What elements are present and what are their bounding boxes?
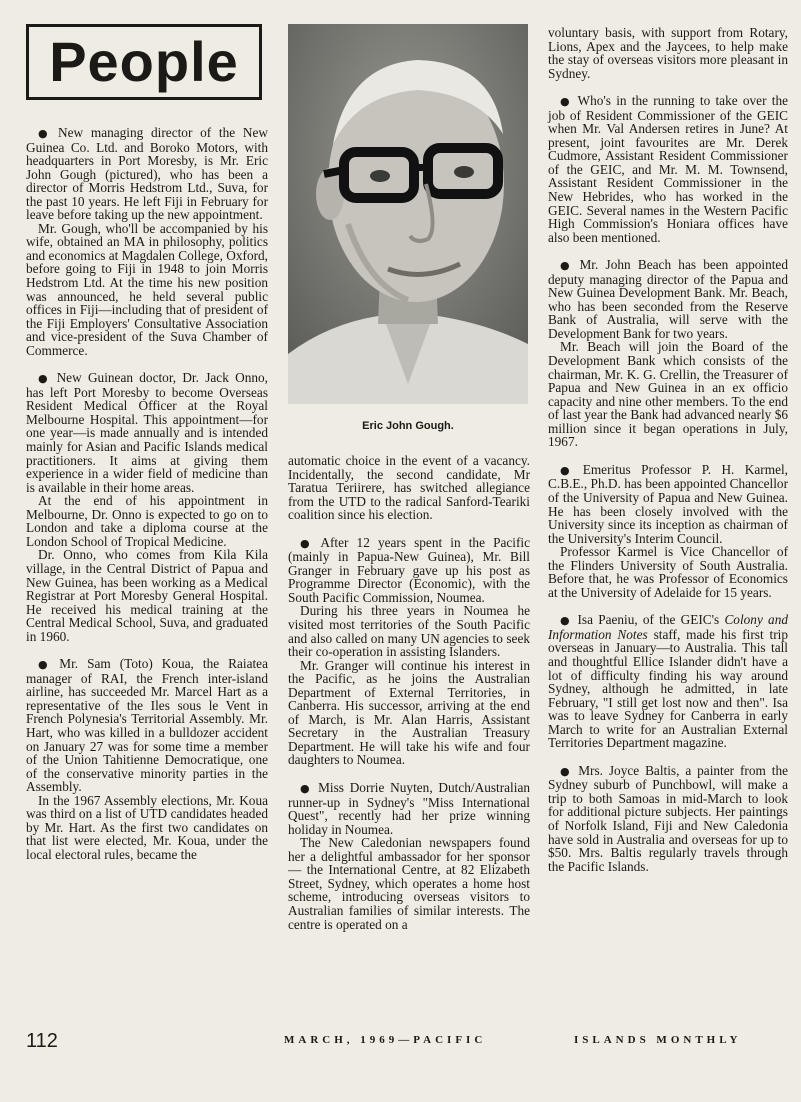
page-footer <box>26 1030 789 1054</box>
article-nuyten-p1: ● Miss Dorrie Nuyten, Dutch/Australian runner-up in Sydney's "Miss International Quest", recently had her prize winning holiday in Noumea. <box>288 780 530 837</box>
article-granger-p3: Mr. Granger will continue his interest in the Pacific, as he joins the Australian Department of External Territories, in Canberra. His successor, arriving at the end of March, is Mr. Alan Harris, Assistant Secretary in the Australian Treasury Department. He will take his wife and four daughters to Noumea. <box>288 657 530 768</box>
article-koua-p2: In the 1967 Assembly elections, Mr. Koua was third on a list of UTD candidates headed by Mr. Hart. As the first two candidates on that list were elected, Mr. Koua, under the local electoral rules, became the <box>26 792 268 862</box>
masthead-title: People <box>49 30 239 93</box>
running-footer-right: ISLANDS MONTHLY <box>574 1034 742 1046</box>
article-koua-p3: automatic choice in the event of a vacancy. Incidentally, the second candidate, Mr Taratua Teriirere, has switched allegiance from the UTD to the radical Sanford-Teariki coalition since his election. <box>288 453 530 523</box>
bullet-icon: ● <box>560 614 572 628</box>
article-nuyten-p2: The New Caledonian newspapers found her a delightful ambassador for her sponsor — the International Centre, at 82 Elizabeth Street, Sydney, which operates a home host scheme, introducing overseas visitors to Australian families of similar interests. The centre is operated on a <box>288 835 530 932</box>
article-granger-p2: During his three years in Noumea he visited most territories of the South Pacific and also called on many UN agencies to seek their co-operation in assisting Islanders. <box>288 603 530 660</box>
photo-caption: Eric John Gough. <box>362 420 454 432</box>
article-koua-p1: ● Mr. Sam (Toto) Koua, the Raiatea manager of RAI, the French inter-island airline, has succeeded Mr. Marcel Hart as a representative of the Iles sous le Vent in French Polynesia's Territorial Assembly. Mr. Hart, who was killed in a bulldozer accident on January 27 was for some time a member of the Union Tahitienne Democratique, one of the conservative minority parties in the Assembly. <box>26 656 268 795</box>
article-beach-p2: Mr. Beach will join the Board of the Development Bank which consists of the chairman, Mr. K. G. Crellin, the Treasurer of Papua and New Guinea in an ex officio capacity and nine other members. To the end of last year the Bank had advanced nearly $6 million since it began operations in July, 1967. <box>548 339 788 450</box>
people-masthead <box>26 24 262 100</box>
article-onno-p2: At the end of his appointment in Melbourne, Dr. Onno is expected to go on to London and take a diploma course at the London School of Tropical Medicine. <box>26 493 268 549</box>
article-geic-p1: ● Who's in the running to take over the job of Resident Commissioner of the GEIC when Mr. Val Andersen retires in June? At present, joint favourites are Mr. Derek Cudmore, Assistant Resident Commissioner of the GEIC, and Mr. M. M. Townsend, Assistant Resident Commissioner in the New Hebrides, who has worked in the GEIC. Several names in the Western Pacific High Commission's Honiara offices have also been mentioned. <box>548 93 788 245</box>
running-footer-left: MARCH, 1969—PACIFIC <box>284 1034 487 1046</box>
bullet-icon: ● <box>560 259 574 273</box>
bullet-icon: ● <box>38 658 54 672</box>
column-3-text <box>548 26 788 873</box>
article-baltis-p1: ● Mrs. Joyce Baltis, a painter from the Sydney suburb of Punchbowl, will make a trip to both Samoas in mid-March to look for additional picture subjects. Her paintings of Norfolk Island, Fiji and New Caledonia have sold in Australia and overseas for up to $50. Mrs. Baltis regularly travels through the Pacific Islands. <box>548 762 788 874</box>
article-onno-p3: Dr. Onno, who comes from Kila Kila village, in the Central District of Papua and New Guinea, has been working as a Medical Registrar at Port Moresby General Hospital. He received his medical training at the Central Medical School, Suva, and graduated in 1960. <box>26 547 268 644</box>
bullet-icon: ● <box>560 463 577 477</box>
article-karmel-p2: Professor Karmel is Vice Chancellor of the Flinders University of South Australia. Before that, he was Professor of Economics at the University of Adelaide for 15 years. <box>548 544 788 600</box>
article-paeniu-p1: ● Isa Paeniu, of the GEIC's Colony and Information Notes staff, made his first trip overseas in January—to Australia. This tall and thoughtful Ellice Islander didn't have a lot of difficulty finding his way around Sydney, although he admitted, in late February, "I still get lost now and then". Isa was to leave Sydney for Canberra in early March to write for an Australian External Territories Department magazine. <box>548 612 788 751</box>
article-nuyten-p3: voluntary basis, with support from Rotary, Lions, Apex and the Jaycees, to help make the stay of overseas visitors more pleasant in Sydney. <box>548 25 788 81</box>
portrait-illustration <box>288 24 528 404</box>
article-granger-p1: ● After 12 years spent in the Pacific (mainly in Papua-New Guinea), Mr. Bill Granger in February gave up his post as Programme Director (Economic), with the South Pacific Commission, Noumea. <box>288 534 530 605</box>
article-onno-p1: ● New Guinean doctor, Dr. Jack Onno, has left Port Moresby to become Overseas Resident Medical Officer at the Royal Melbourne Hospital. This appointment—for one year—is made annually and is intended mainly for Asian and Pacific Islands medical practitioners. It aims at giving them experience in a wider field of medicine than is available in their home areas. <box>26 370 268 495</box>
column-1-text <box>26 126 268 861</box>
bullet-icon: ● <box>300 536 315 550</box>
column-2-text <box>288 454 530 931</box>
article-gough-p2: Mr. Gough, who'll be accompanied by his wife, obtained an MA in philosophy, politics and economics at Magdalen College, Oxford, before going to Fiji in 1948 to join Morris Hedstrom Ltd. At the time his new position was announced, he held several public offices in Fiji—including that of president of the Fiji Employers' Consultative Association and vice-president of the Suva Chamber of Commerce. <box>26 220 268 358</box>
publication-title: Colony and Information Notes <box>548 612 788 642</box>
bullet-icon: ● <box>300 782 313 796</box>
page-number: 112 <box>26 1030 58 1052</box>
portrait-photo <box>288 24 528 404</box>
bullet-icon: ● <box>560 764 573 778</box>
bullet-icon: ● <box>38 127 53 140</box>
article-karmel-p1: ● Emeritus Professor P. H. Karmel, C.B.E., Ph.D. has been appointed Chancellor of the University of Papua and New Guinea. He has been closely involved with the University since its inception as chairman of the University's Interim Council. <box>548 461 788 546</box>
article-gough-p1: ● New managing director of the New Guinea Co. Ltd. and Boroko Motors, with headquarters in Port Moresby, is Mr. Eric John Gough (pictured), who has been a director of Morris Hedstrom Ltd., Suva, for the past 10 years. He left Fiji in February for leave before taking up the new appointment. <box>26 125 268 223</box>
article-beach-p1: ● Mr. John Beach has been appointed deputy managing director of the Papua and New Guinea Development Bank. Mr. Beach, who has been seconded from the Reserve Bank of Australia, will serve with the Development Bank for two years. <box>548 257 788 341</box>
bullet-icon: ● <box>560 95 572 109</box>
bullet-icon: ● <box>38 372 51 386</box>
